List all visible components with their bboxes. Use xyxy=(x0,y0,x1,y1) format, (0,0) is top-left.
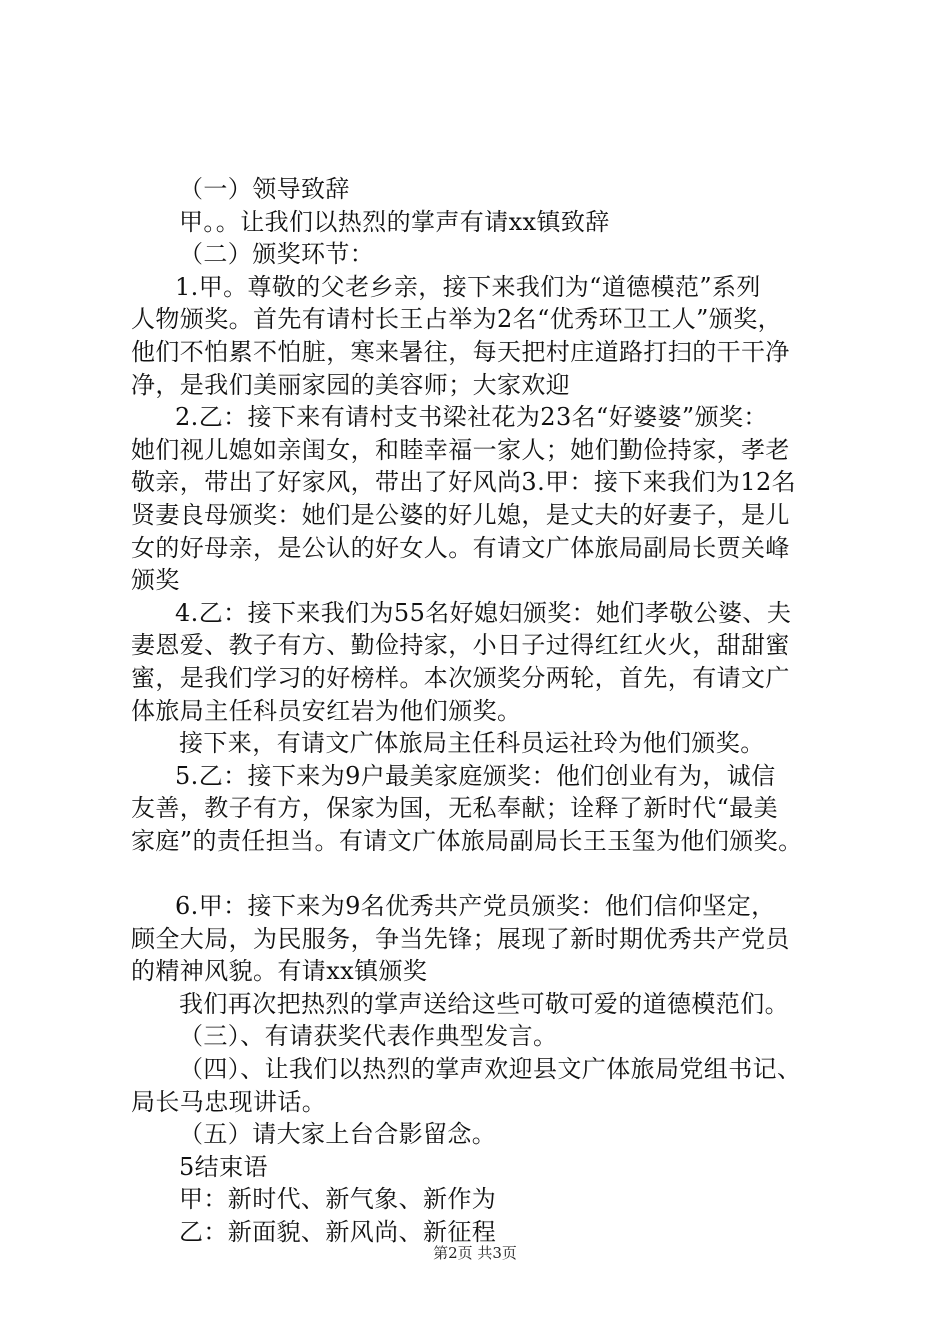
paragraph-line: 家庭”的责任担当。有请文广体旅局副局长王玉玺为他们颁奖。 xyxy=(131,826,803,855)
section-heading-closing: 5结束语 xyxy=(179,1152,268,1181)
paragraph-line: 的精神风貌。有请xx镇颁奖 xyxy=(131,957,428,986)
paragraph-line: 我们再次把热烈的掌声送给这些可敬可爱的道德模范们。 xyxy=(179,989,789,1018)
section-heading-group-photo: （五）请大家上台合影留念。 xyxy=(179,1120,497,1149)
paragraph-line: 6.甲：接下来为9名优秀共产党员颁奖：他们信仰坚定， xyxy=(175,892,776,921)
paragraph-line: 局长马忠现讲话。 xyxy=(131,1087,327,1116)
paragraph-line: 接下来，有请文广体旅局主任科员运社玲为他们颁奖。 xyxy=(179,729,765,758)
paragraph-line: 5.乙：接下来为9户最美家庭颁奖：他们创业有为，诚信 xyxy=(175,761,776,790)
paragraph-line: 蜜，是我们学习的好榜样。本次颁奖分两轮，首先，有请文广 xyxy=(131,663,790,692)
section-heading-leader-speech: （一）领导致辞 xyxy=(179,175,350,203)
paragraph-line: 女的好母亲，是公认的好女人。有请文广体旅局副局长贾关峰 xyxy=(131,533,790,562)
paragraph-line: 人物颁奖。首先有请村长王占举为2名“优秀环卫工人”颁奖， xyxy=(131,305,783,334)
section-heading-awards: （二）颁奖环节： xyxy=(179,240,375,269)
paragraph-line: 体旅局主任科员安红岩为他们颁奖。 xyxy=(131,696,522,725)
section-heading-representative-speech: （三）、有请获奖代表作典型发言。 xyxy=(179,1022,558,1051)
paragraph-line: 顾全大局，为民服务，争当先锋；展现了新时期优秀共产党员 xyxy=(131,924,790,953)
paragraph-line: 敬亲，带出了好家风，带出了好风尚3.甲：接下来我们为12名 xyxy=(131,468,797,497)
paragraph-line: 4.乙：接下来我们为55名好媳妇颁奖：她们孝敬公婆、夫 xyxy=(175,598,792,627)
document-body xyxy=(131,173,851,1249)
paragraph-line: 贤妻良母颁奖：她们是公婆的好儿媳，是丈夫的好妻子，是儿 xyxy=(131,500,790,529)
paragraph-line: 她们视儿媳如亲闺女，和睦幸福一家人；她们勤俭持家，孝老 xyxy=(131,435,790,464)
paragraph-line: 甲：新时代、新气象、新作为 xyxy=(179,1185,497,1214)
paragraph-line: 颁奖 xyxy=(131,566,180,595)
paragraph-line: 乙：新面貌、新风尚、新征程 xyxy=(179,1218,497,1246)
paragraph-line: 2.乙：接下来有请村支书梁社花为23名“好婆婆”颁奖： xyxy=(175,403,768,432)
blank-line xyxy=(131,857,851,890)
paragraph-line: 1.甲。尊敬的父老乡亲，接下来我们为“道德模范”系列 xyxy=(175,272,761,301)
paragraph-line: 净，是我们美丽家园的美容师；大家欢迎 xyxy=(131,370,571,399)
paragraph-line: 妻恩爱、教子有方、勤俭持家，小日子过得红红火火，甜甜蜜 xyxy=(131,631,790,660)
paragraph-line: 他们不怕累不怕脏，寒来暑往，每天把村庄道路打扫的干干净 xyxy=(131,337,790,366)
paragraph-line: 友善，教子有方，保家为国，无私奉献；诠释了新时代“最美 xyxy=(131,794,779,823)
section-heading-leader-address: （四）、让我们以热烈的掌声欢迎县文广体旅局党组书记、 xyxy=(179,1055,802,1084)
page-number-footer: 第2页 共3页 xyxy=(433,1244,517,1262)
paragraph-line: 甲。。让我们以热烈的掌声有请xx镇致辞 xyxy=(179,207,610,236)
